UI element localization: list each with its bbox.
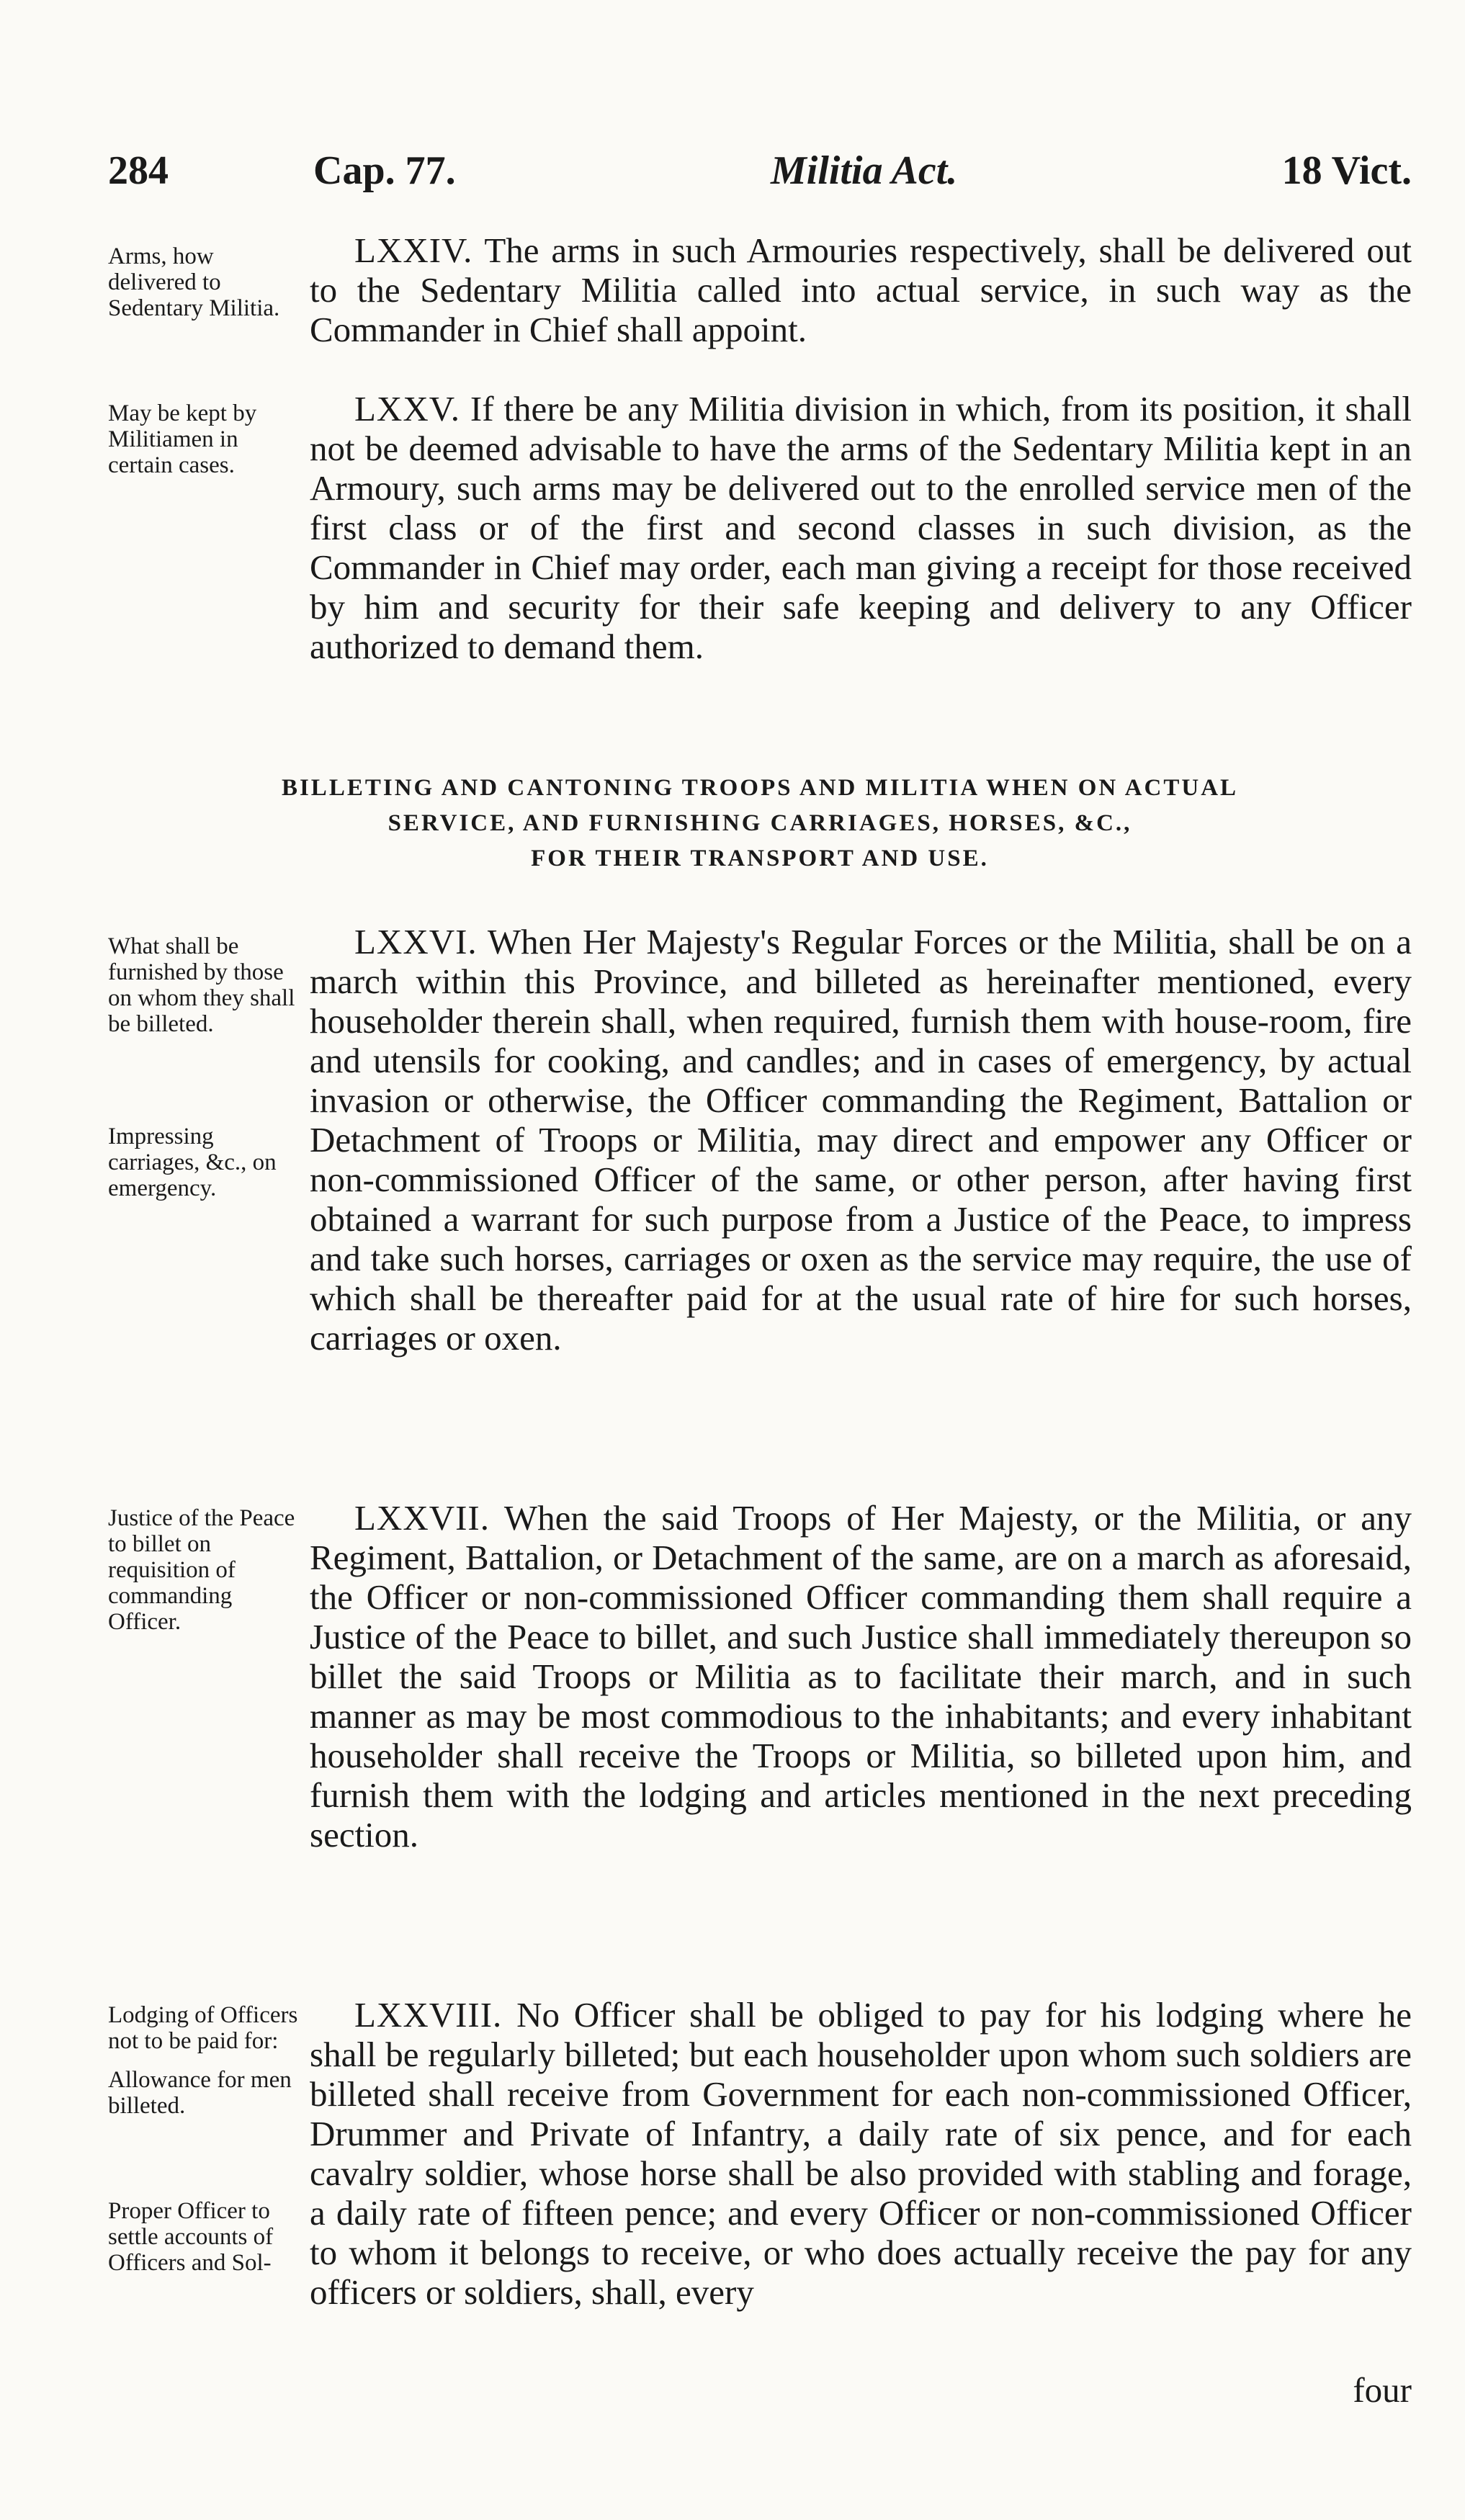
heading-line: FOR THEIR TRANSPORT AND USE. [531,846,989,871]
section-number: LXXVIII. [354,1995,503,2035]
section-number: LXXIV. [354,230,473,270]
margin-note: Lodging of Officers not to be paid for: [108,2002,298,2054]
section-body [310,1498,1412,1855]
chapter-label: Cap. 77. [313,148,456,193]
margin-note: Proper Officer to settle accounts of Officers and Sol- [108,2198,274,2276]
section-body [310,389,1412,666]
heading-line: SERVICE, AND FURNISHING CARRIAGES, HORSES, &C., [387,810,1132,836]
catchword: four [1353,2370,1412,2410]
section-74 [108,230,1412,360]
margin-note: Allowance for men billeted. [108,2067,292,2119]
section-78 [108,1995,1412,2384]
margin-note: Justice of the Peace to billet on requisition of commanding Officer. [108,1505,295,1635]
section-text: No Officer shall be obliged to pay for his lodging where he shall be regularly billeted; but each householder upon whom such soldiers are billeted shall receive from Government for each non-commissioned Officer, Drummer and Private of Infantry, a daily rate of six pence, and for each cavalry soldier, whose horse shall be also provided with stabling and forage, a daily rate of fifteen pence; and every Officer or non-commissioned Officer to whom it belongs to receive, or who does actually receive the pay for any officers or soldiers, shall, every [310,1995,1412,2312]
section-number: LXXVI. [354,922,478,961]
heading-line: BILLETING AND CANTONING TROOPS AND MILITIA WHEN ON ACTUAL [281,775,1239,801]
running-title: Militia Act. [771,148,958,193]
section-body [310,230,1412,349]
margin-note: May be kept by Militiamen in certain cases. [108,400,257,478]
margin-notes [108,1505,303,1668]
section-76 [108,922,1412,1455]
page-number: 284 [108,148,169,193]
section-text: When Her Majesty's Regular Forces or the Militia, shall be on a march within this Province, and billeted as hereinafter mentioned, every householder therein shall, when required, furnish them with house-room, fire and utensils for cooking, and candles; and in cases of emergency, by actual invasion or otherwise, the Officer commanding the Regiment, Battalion or Detachment of Troops or Militia, may direct and empower any Officer or non-commissioned Officer of the same, or other person, after having first obtained a warrant for such purpose from a Justice of the Peace, to impress and take such horses, carriages or oxen as the service may require, the use of which shall be thereafter paid for at the usual rate of hire for such horses, carriages or oxen. [310,922,1412,1358]
section-heading [108,771,1412,876]
section-number: LXXVII. [354,1498,490,1538]
margin-notes [108,2002,303,2309]
section-77 [108,1498,1412,1959]
margin-note: Arms, how delivered to Sedentary Militia. [108,243,280,321]
section-body [310,1995,1412,2312]
regnal-year: 18 Vict. [1281,148,1412,193]
page-header [108,148,1412,205]
section-75 [108,389,1412,720]
section-number: LXXV. [354,389,461,429]
margin-notes [108,400,303,511]
margin-note: Impressing carriages, &c., on emergency. [108,1124,277,1201]
section-text: If there be any Militia division in which, from its position, it shall not be deemed advisable to have the arms of the Sedentary Militia kept in an Armoury, such arms may be delivered out to the enrolled service men of the first class or of the first and second classes in such division, as the Commander in Chief may order, each man giving a receipt for those received by him and security for their safe keeping and delivery to any Officer authorized to demand them. [310,389,1412,666]
section-body [310,922,1412,1358]
margin-notes [108,933,303,1234]
margin-note: What shall be furnished by those on whom they shall be billeted. [108,933,295,1037]
margin-notes [108,243,303,354]
section-text: The arms in such Armouries respectively, shall be delivered out to the Sedentary Militia called into actual service, in such way as the Commander in Chief shall appoint. [310,230,1412,349]
section-text: When the said Troops of Her Majesty, or the Militia, or any Regiment, Battalion, or Detachment of the same, are on a march as aforesaid, the Officer or non-commissioned Officer commanding them shall require a Justice of the Peace to billet, and such Justice shall immediately thereupon so billet the said Troops or Militia as to facilitate their march, and in such manner as may be most commodious to the inhabitants; and every inhabitant householder shall receive the Troops or Militia, so billeted upon him, and furnish them with the lodging and articles mentioned in the next preceding section. [310,1498,1412,1855]
